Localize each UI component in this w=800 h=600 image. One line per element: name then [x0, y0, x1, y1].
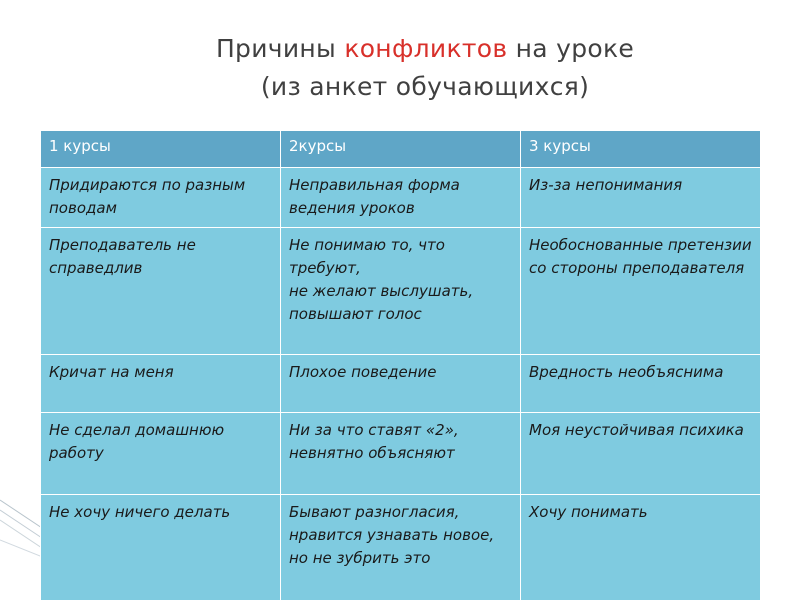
title-text-after: на уроке: [507, 34, 635, 63]
causes-table: [40, 130, 760, 600]
table-row: [41, 168, 761, 228]
table-cell: Преподаватель не справедлив: [41, 228, 281, 355]
table-row: [41, 355, 761, 413]
title-line-1: [0, 30, 800, 68]
table-cell: Не сделал домашнюю работу: [41, 413, 281, 495]
table-cell: Ни за что ставят «2», невнятно объясняют: [281, 413, 521, 495]
table-cell: Из-за непонимания: [521, 168, 761, 228]
title-accent-word: конфликтов: [344, 34, 508, 63]
table-cell: Моя неустойчивая психика: [521, 413, 761, 495]
table-cell: Бывают разногласия, нравится узнавать новое, но не зубрить это: [281, 495, 521, 600]
table-cell: Не понимаю то, что требуют, не желают выслушать, повышают голос: [281, 228, 521, 355]
header-course-3: 3 курсы: [521, 131, 761, 168]
title-line-2: (из анкет обучающихся): [260, 72, 590, 101]
header-course-1: 1 курсы: [41, 131, 281, 168]
table-row: [41, 413, 761, 495]
table-row: [41, 495, 761, 600]
table-container: [40, 130, 760, 600]
table-cell: Вредность необъяснима: [521, 355, 761, 413]
table-header-row: [41, 131, 761, 168]
table-cell: Придираются по разным поводам: [41, 168, 281, 228]
table-cell: Не хочу ничего делать: [41, 495, 281, 600]
title-text-before: Причины: [215, 34, 345, 63]
table-cell: Плохое поведение: [281, 355, 521, 413]
table-cell: Необоснованные претензии со стороны преподавателя: [521, 228, 761, 355]
table-cell: Хочу понимать: [521, 495, 761, 600]
slide-title: [0, 30, 800, 106]
header-course-2: 2курсы: [281, 131, 521, 168]
table-cell: Неправильная форма ведения уроков: [281, 168, 521, 228]
table-cell: Кричат на меня: [41, 355, 281, 413]
table-row: [41, 228, 761, 355]
